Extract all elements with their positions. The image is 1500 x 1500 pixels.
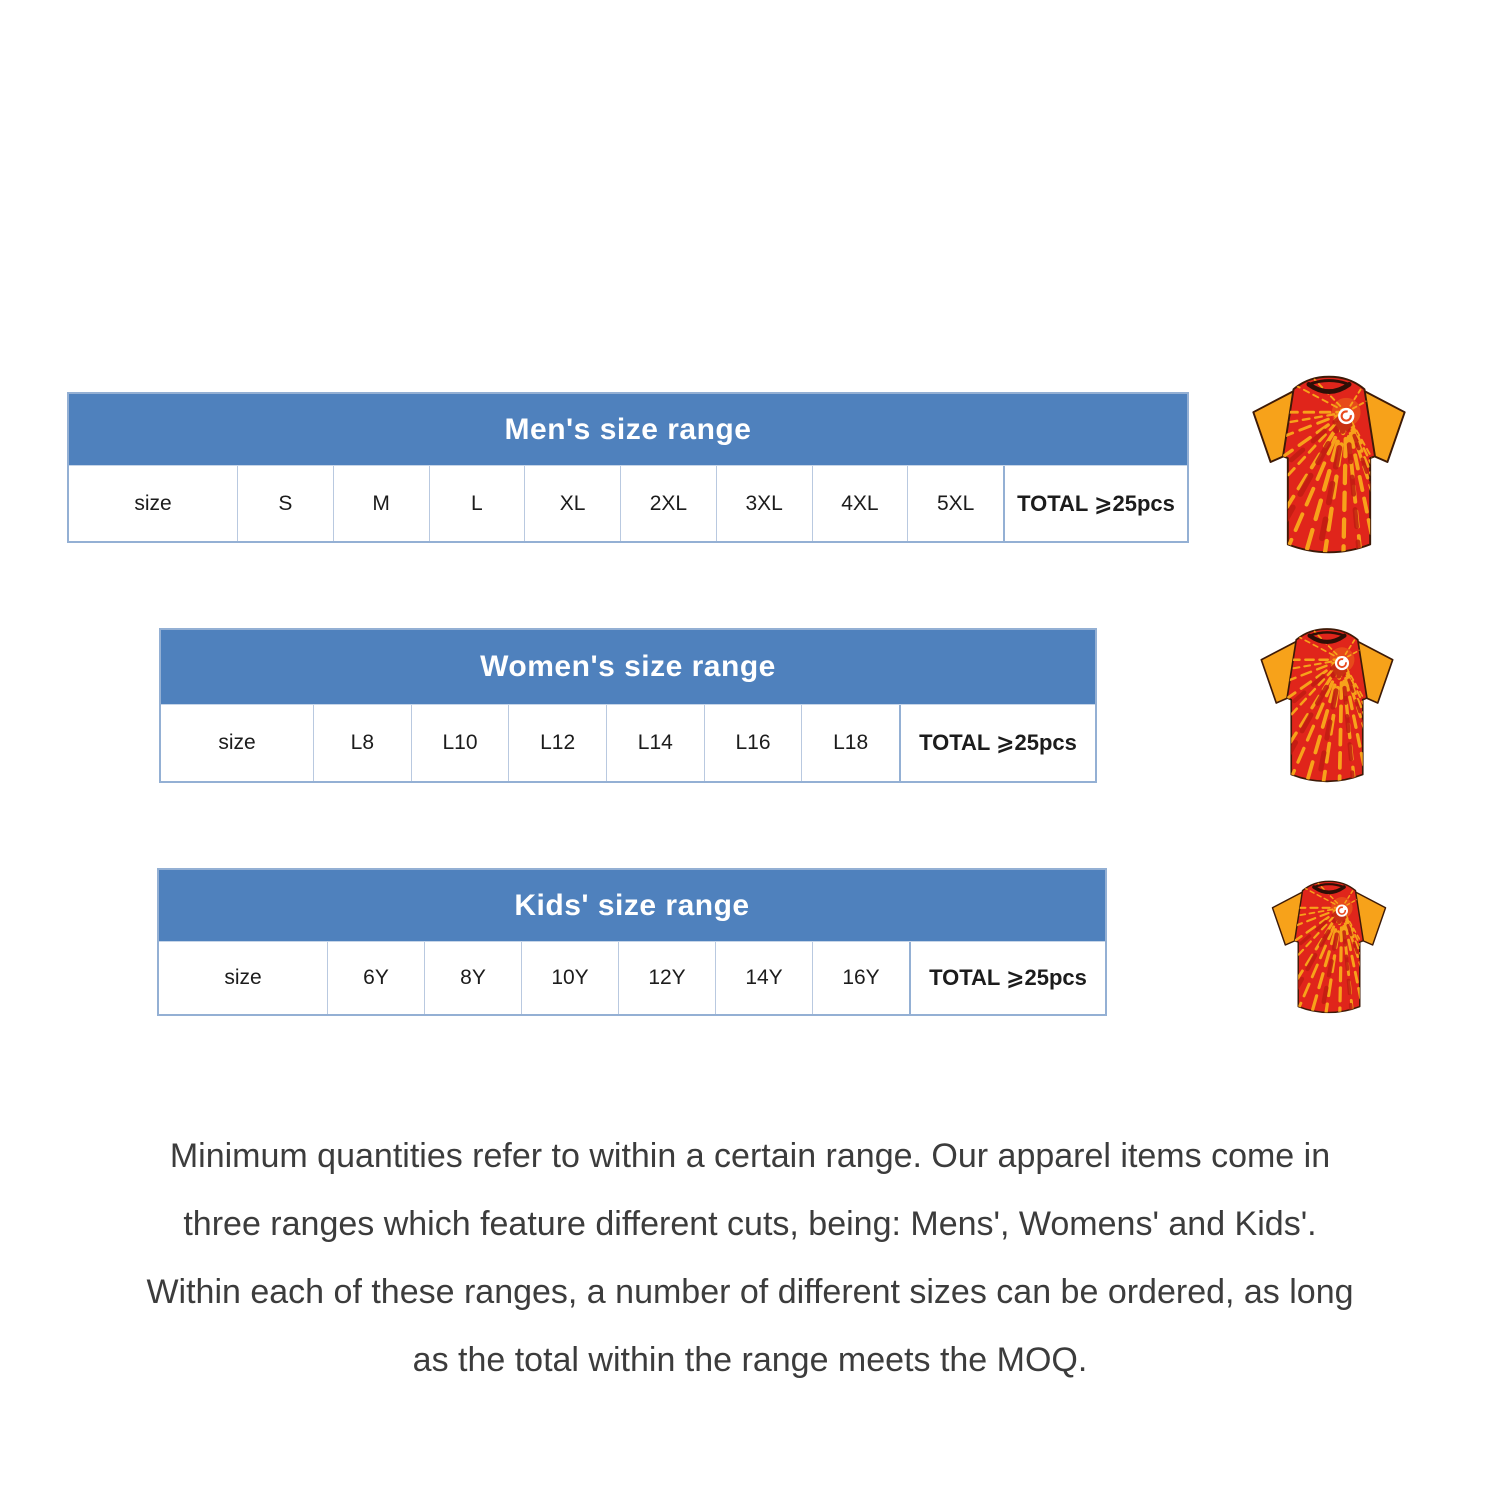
kids-size-cell-6y: 6Y [327, 942, 424, 1014]
mens-table-title: Men's size range [69, 394, 1187, 466]
tshirt-icon [1238, 365, 1420, 559]
mens-size-cell-m: M [333, 466, 429, 541]
womens-size-cell-l10: L10 [411, 705, 509, 781]
kids-tshirt-image [1261, 872, 1397, 1018]
mens-size-table [67, 392, 1189, 543]
mens-size-cell-l: L [429, 466, 525, 541]
mens-tshirt-image [1238, 365, 1420, 559]
womens-total-cell: TOTAL ⩾25pcs [899, 705, 1095, 781]
kids-size-cell-12y: 12Y [618, 942, 715, 1014]
kids-size-cell-10y: 10Y [521, 942, 618, 1014]
womens-size-cell-l18: L18 [801, 705, 899, 781]
kids-size-cell-16y: 16Y [812, 942, 909, 1014]
womens-tshirt-image [1248, 617, 1406, 789]
tshirt-icon [1261, 872, 1397, 1018]
kids-size-label-cell: size [224, 966, 262, 989]
womens-size-cell-l8: L8 [313, 705, 411, 781]
kids-size-table [157, 868, 1107, 1016]
womens-size-table [159, 628, 1097, 783]
mens-size-cell-2xl: 2XL [620, 466, 716, 541]
mens-size-label-cell: size [134, 491, 172, 515]
mens-total-cell: TOTAL ⩾25pcs [1003, 466, 1187, 541]
kids-table-title: Kids' size range [159, 870, 1105, 942]
womens-size-cell-l12: L12 [508, 705, 606, 781]
mens-size-cell-4xl: 4XL [812, 466, 908, 541]
kids-size-row [159, 942, 1105, 1014]
kids-size-cell-14y: 14Y [715, 942, 812, 1014]
mens-size-row [69, 466, 1187, 541]
mens-size-cell-s: S [237, 466, 333, 541]
mens-size-cell-xl: XL [524, 466, 620, 541]
womens-size-cell-l14: L14 [606, 705, 704, 781]
womens-table-title: Women's size range [161, 630, 1095, 705]
womens-size-row [161, 705, 1095, 781]
moq-explanation-text: Minimum quantities refer to within a certain range. Our apparel items come in three ranges which feature different cuts, being: Mens', Womens' and Kids'. Within each of these ranges, a number of different sizes can be ordered, as long as the total within the range meets the MOQ. [146, 1137, 1354, 1379]
tshirt-icon [1248, 617, 1406, 789]
mens-size-cell-5xl: 5XL [907, 466, 1003, 541]
kids-size-cell-8y: 8Y [424, 942, 521, 1014]
womens-size-cell-l16: L16 [704, 705, 802, 781]
womens-size-label-cell: size [218, 731, 256, 754]
kids-total-cell: TOTAL ⩾25pcs [909, 942, 1105, 1014]
mens-size-cell-3xl: 3XL [716, 466, 812, 541]
